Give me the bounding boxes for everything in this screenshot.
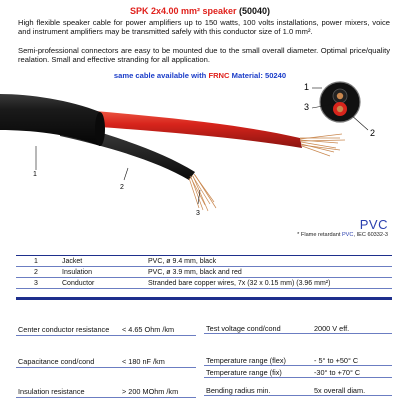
- description-paragraph-1: High flexible speaker cable for power amplifiers up to 150 watts, 100 volts installations, power mixers, voice and instrument amplifiers may be transmitted safely with this conductor size of 1.0 mm².: [18, 18, 390, 37]
- spec-row: [204, 322, 392, 334]
- component-number: 3: [16, 278, 56, 289]
- flame-note-material: PVC: [341, 232, 354, 238]
- cross-callout-conductor: 3: [304, 102, 310, 112]
- cross-callout-jacket: 1: [304, 82, 310, 92]
- spec-row: [16, 322, 196, 336]
- table-row: [16, 278, 392, 289]
- cable-illustration: [0, 80, 400, 240]
- frnc-availability-note: [0, 71, 400, 80]
- spec-row: [16, 384, 196, 398]
- outer-jacket: [0, 94, 100, 146]
- spec-row: [16, 354, 196, 368]
- copper-strands-red: [300, 134, 345, 156]
- spec-value: < 4.65 Ohm /km: [122, 325, 175, 334]
- table-row: [16, 256, 392, 267]
- product-title: [0, 6, 400, 16]
- spec-row: [204, 354, 392, 366]
- spec-value: < 180 nF /km: [122, 357, 165, 366]
- spec-row: [204, 384, 392, 396]
- callout-insulation: 2: [120, 184, 124, 191]
- cross-section: [320, 82, 360, 122]
- spec-label: Temperature range (fix): [206, 368, 282, 377]
- component-name: Conductor: [56, 278, 146, 289]
- cross-callout-insulation: 2: [370, 128, 376, 138]
- flame-retardant-note: [297, 232, 388, 238]
- component-name: Jacket: [56, 256, 146, 267]
- spec-label: Center conductor resistance: [18, 325, 110, 334]
- spec-label: Temperature range (flex): [206, 356, 286, 365]
- product-title-main: SPK 2x4.00 mm² speaker: [129, 6, 237, 16]
- description-paragraph-2: Semi-professional connectors are easy to be mounted due to the small overall diameter. Optimal price/quality realation. Small and effective stranding for all application.: [18, 46, 390, 65]
- component-description: PVC, ø 3.9 mm, black and red: [146, 267, 392, 278]
- frnc-note-material: FRNC: [208, 71, 230, 80]
- flame-note-suffix: , IEC 60332-3: [353, 232, 388, 238]
- flame-note-prefix: * Flame retardant: [297, 232, 342, 238]
- product-code: (50040): [239, 6, 271, 16]
- spec-value: 2000 V eff.: [314, 324, 350, 333]
- component-name: Insulation: [56, 267, 146, 278]
- spec-label: Bending radius min.: [206, 386, 271, 395]
- component-description: PVC, ø 9.4 mm, black: [146, 256, 392, 267]
- material-label: PVC: [359, 217, 388, 232]
- component-number: 1: [16, 256, 56, 267]
- spec-value: - 5° to +50° C: [314, 356, 359, 365]
- frnc-note-prefix: same cable available with: [113, 71, 209, 80]
- callout-jacket: 1: [33, 171, 37, 178]
- component-description: Stranded bare copper wires, 7x (32 x 0.15 mm) (3.96 mm²): [146, 278, 392, 289]
- spec-value: -30° to +70° C: [314, 368, 361, 377]
- copper-strands-black: [189, 174, 216, 211]
- spec-value: 5x overall diam.: [314, 386, 366, 395]
- component-number: 2: [16, 267, 56, 278]
- callout-conductor: 3: [196, 210, 200, 217]
- components-table: [16, 255, 392, 289]
- spec-label: Test voltage cond/cond: [206, 324, 281, 333]
- section-divider: [16, 297, 392, 300]
- spec-label: Capacitance cond/cond: [18, 357, 95, 366]
- spec-value: > 200 MOhm /km: [122, 387, 179, 396]
- spec-label: Insulation resistance: [18, 387, 85, 396]
- spec-row: [204, 366, 392, 378]
- frnc-note-suffix: Material: 50240: [229, 71, 287, 80]
- table-row: [16, 267, 392, 278]
